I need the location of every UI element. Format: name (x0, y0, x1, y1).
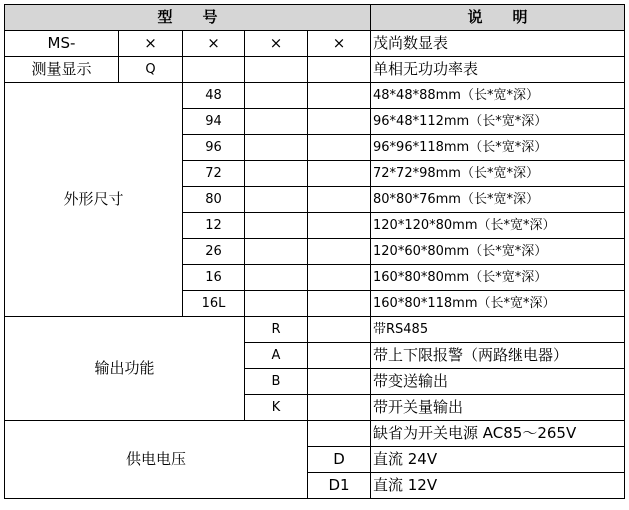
empty-cell (245, 109, 308, 135)
power-code: D (308, 447, 371, 473)
placeholder-cross-3: × (245, 31, 308, 57)
header-row (5, 5, 625, 31)
size-group-label: 外形尺寸 (5, 83, 183, 317)
brand-description: 茂尚数显表 (371, 31, 625, 57)
size-code: 94 (183, 109, 245, 135)
size-description: 72*72*98mm（长*宽*深） (371, 161, 625, 187)
output-group-label: 输出功能 (5, 317, 245, 421)
power-code: D1 (308, 473, 371, 499)
size-code: 26 (183, 239, 245, 265)
header-description: 说 明 (371, 5, 625, 31)
output-code: R (245, 317, 308, 343)
empty-cell (308, 57, 371, 83)
output-code: B (245, 369, 308, 395)
size-description: 96*96*118mm（长*宽*深） (371, 135, 625, 161)
empty-cell (308, 161, 371, 187)
measure-label: 测量显示 (5, 57, 119, 83)
placeholder-cross-4: × (308, 31, 371, 57)
size-code: 72 (183, 161, 245, 187)
empty-cell (245, 265, 308, 291)
empty-cell (308, 395, 371, 421)
empty-cell (308, 213, 371, 239)
output-code: K (245, 395, 308, 421)
header-model: 型 号 (5, 5, 371, 31)
output-code: A (245, 343, 308, 369)
size-code: 48 (183, 83, 245, 109)
empty-cell (183, 57, 245, 83)
empty-cell (245, 135, 308, 161)
power-description: 缺省为开关电源 AC85～265V (371, 421, 625, 447)
model-spec-table (4, 4, 625, 499)
size-code: 96 (183, 135, 245, 161)
empty-cell (245, 187, 308, 213)
power-description: 直流 24V (371, 447, 625, 473)
size-code: 80 (183, 187, 245, 213)
empty-cell (308, 343, 371, 369)
size-code: 16 (183, 265, 245, 291)
size-code: 16L (183, 291, 245, 317)
empty-cell (308, 135, 371, 161)
empty-cell (308, 265, 371, 291)
size-description: 120*120*80mm（长*宽*深） (371, 213, 625, 239)
size-description: 80*80*76mm（长*宽*深） (371, 187, 625, 213)
power-row (5, 421, 625, 447)
power-description: 直流 12V (371, 473, 625, 499)
empty-cell (308, 109, 371, 135)
empty-cell (308, 291, 371, 317)
placeholder-cross-1: × (119, 31, 183, 57)
power-group-label: 供电电压 (5, 421, 308, 499)
size-description: 120*60*80mm（长*宽*深） (371, 239, 625, 265)
empty-cell (308, 187, 371, 213)
empty-cell (308, 239, 371, 265)
size-description: 96*48*112mm（长*宽*深） (371, 109, 625, 135)
empty-cell (245, 213, 308, 239)
size-description: 160*80*80mm（长*宽*深） (371, 265, 625, 291)
size-description: 48*48*88mm（长*宽*深） (371, 83, 625, 109)
output-description: 带RS485 (371, 317, 625, 343)
empty-cell (308, 317, 371, 343)
power-code (308, 421, 371, 447)
empty-cell (245, 291, 308, 317)
size-code: 12 (183, 213, 245, 239)
size-row (5, 83, 625, 109)
empty-cell (245, 161, 308, 187)
empty-cell (245, 57, 308, 83)
placeholder-cross-2: × (183, 31, 245, 57)
output-description: 带变送输出 (371, 369, 625, 395)
output-row (5, 317, 625, 343)
prefix-row (5, 31, 625, 57)
output-description: 带上下限报警（两路继电器） (371, 343, 625, 369)
output-description: 带开关量输出 (371, 395, 625, 421)
measure-description: 单相无功功率表 (371, 57, 625, 83)
measure-code: Q (119, 57, 183, 83)
empty-cell (308, 83, 371, 109)
measure-row (5, 57, 625, 83)
empty-cell (308, 369, 371, 395)
model-prefix: MS- (5, 31, 119, 57)
empty-cell (245, 83, 308, 109)
size-description: 160*80*118mm（长*宽*深） (371, 291, 625, 317)
empty-cell (245, 239, 308, 265)
